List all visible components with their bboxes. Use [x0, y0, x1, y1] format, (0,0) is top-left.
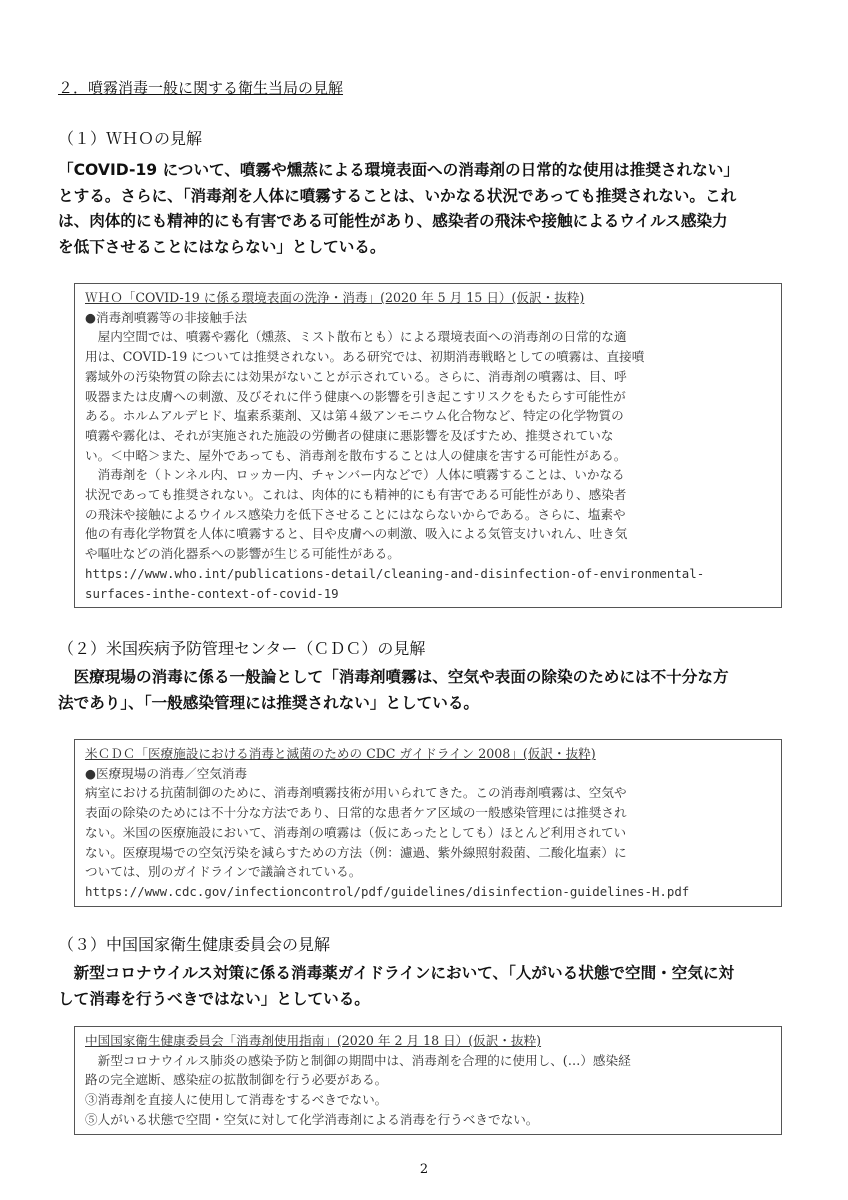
- cdc-source-url[interactable]: https://www.cdc.gov/infectioncontrol/pdf/guidelines/disinfection-guidelines-H.pdf: [85, 883, 690, 899]
- china-quote-line: 新型コロナウイルス肺炎の感染予防と制御の期間中は、消毒剤を合理的に使用し、(…）感染経: [85, 1052, 631, 1068]
- cdc-quote-box: [74, 739, 782, 907]
- who-quote-line: 霧域外の汚染物質の除去には効果がないことが示されている。さらに、消毒剤の噴霧は、目、呼: [85, 368, 627, 384]
- who-quote-line: 消毒剤を（トンネル内、ロッカー内、チャンバー内などで）人体に噴霧することは、いかなる: [85, 467, 625, 483]
- who-quote-line: の飛沫や接触によるウイルス感染力を低下させることにはならないからである。さらに、塩素や: [85, 506, 626, 522]
- who-summary-line: を低下させることにはならない」としている。: [58, 237, 386, 256]
- cdc-quote-line: 病室における抗菌制御のために、消毒剤噴霧技術が用いられてきた。この消毒剤噴霧は、空気や: [85, 785, 627, 801]
- who-quote-line: い。＜中略＞また、屋外であっても、消毒剤を散布することは人の健康を害する可能性がある。: [85, 447, 627, 463]
- china-summary: [58, 961, 794, 1012]
- cdc-quote-header: 米ＣＤＣ「医療施設における消毒と滅菌のための CDC ガイドライン 2008」(仮訳・抜粋): [85, 746, 596, 761]
- who-summary-line: は、肉体的にも精神的にも有害である可能性があり、感染者の飛沫や接触によるウイルス感染力: [58, 212, 728, 230]
- who-quote-line: 状況であっても推奨されない。これは、肉体的にも精神的にも有害である可能性があり、感染者: [85, 487, 627, 503]
- who-quote-line: ある。ホルムアルデヒド、塩素系薬剤、又は第４級アンモニウム化合物など、特定の化学物質の: [85, 408, 624, 424]
- cdc-heading: （２）米国疾病予防管理センター（ＣＤＣ）の見解: [58, 639, 426, 658]
- china-summary-line: して消毒を行うべきではない」としている。: [58, 989, 370, 1008]
- cdc-quote-line: ●医療現場の消毒／空気消毒: [85, 765, 248, 781]
- who-quote-line: ●消毒剤噴霧等の非接触手法: [85, 309, 248, 325]
- cdc-quote-line: ついては、別のガイドラインで議論されている。: [85, 864, 362, 880]
- who-quote-line: 屋内空間では、噴霧や霧化（燻蒸、ミスト散布とも）による環境表面への消毒剤の日常的な適: [85, 329, 627, 345]
- cdc-summary-line: 法であり」、「一般感染管理には推奨されない」としている。: [58, 693, 480, 712]
- china-summary-line: 新型コロナウイルス対策に係る消毒薬ガイドラインにおいて、「人がいる状態で空間・空気に対: [58, 964, 735, 982]
- china-quote-box: [74, 1026, 782, 1135]
- who-quote-line: 他の有毒化学物質を人体に噴霧すると、目や皮膚への刺激、吸入による気管支けいれん、吐き気: [85, 526, 628, 542]
- who-heading: （１）ＷＨＯの見解: [58, 129, 203, 148]
- who-quote-box: [74, 283, 782, 608]
- cdc-quote-line: ない。米国の医療施設において、消毒剤の噴霧は（仮にあったとしても）ほとんど利用されてい: [85, 824, 627, 840]
- who-source-url[interactable]: https://www.who.int/publications-detail/cleaning-and-disinfection-of-environmental-: [85, 565, 705, 581]
- who-quote-header: ＷＨＯ「COVID-19 に係る環境表面の洗浄・消毒」(2020 年 5 月 15 日）(仮訳・抜粋): [85, 290, 585, 305]
- cdc-quote-line: 表面の除染のためには不十分な方法であり、日常的な患者ケア区域の一般感染管理には推奨され: [85, 805, 627, 821]
- page-number: 2: [419, 1162, 429, 1177]
- china-quote-line: ③消毒剤を直接人に使用して消毒をするべきでない。: [85, 1092, 388, 1108]
- china-heading: （３）中国国家衛生健康委員会の見解: [58, 935, 331, 954]
- cdc-quote-line: ない。医療現場での空気汚染を減らすための方法（例：濾過、紫外線照射殺菌、二酸化塩素）に: [85, 844, 627, 860]
- section-title: ２．噴霧消毒一般に関する衛生当局の見解: [58, 79, 344, 97]
- who-quote-line: 噴霧や霧化は、それが実施された施設の労働者の健康に悪影響を及ぼすため、推奨されていな: [85, 427, 614, 443]
- who-summary: [58, 158, 794, 260]
- who-summary-line: とする。さらに、「消毒剤を人体に噴霧することは、いかなる状況であっても推奨されない。これ: [58, 186, 737, 205]
- cdc-summary: [58, 665, 794, 716]
- who-summary-line: 「COVID-19 について、噴霧や燻蒸による環境表面への消毒剤の日常的な使用は推奨されない」: [58, 161, 739, 179]
- china-quote-line: ⑤人がいる状態で空間・空気に対して化学消毒剤による消毒を行うべきでない。: [85, 1111, 539, 1127]
- who-quote-line: 吸器または皮膚への刺激、及びそれに伴う健康への影響を引き起こすリスクをもたらす可能性が: [85, 388, 626, 404]
- who-quote-line: 用は、COVID-19 については推奨されない。ある研究では、初期消毒戦略としての噴霧は、直接噴: [85, 349, 645, 365]
- china-quote-header: 中国国家衛生健康委員会「消毒剤使用指南」(2020 年 2 月 18 日）(仮訳・抜粋): [85, 1033, 542, 1048]
- who-quote-line: や嘔吐などの消化器系への影響が生じる可能性がある。: [85, 546, 400, 562]
- cdc-summary-line: 医療現場の消毒に係る一般論として「消毒剤噴霧は、空気や表面の除染のためには不十分な方: [58, 668, 729, 686]
- china-quote-line: 路の完全遮断、感染症の拡散制御を行う必要がある。: [85, 1072, 388, 1088]
- who-source-url[interactable]: surfaces-inthe-context-of-covid-19: [85, 585, 339, 601]
